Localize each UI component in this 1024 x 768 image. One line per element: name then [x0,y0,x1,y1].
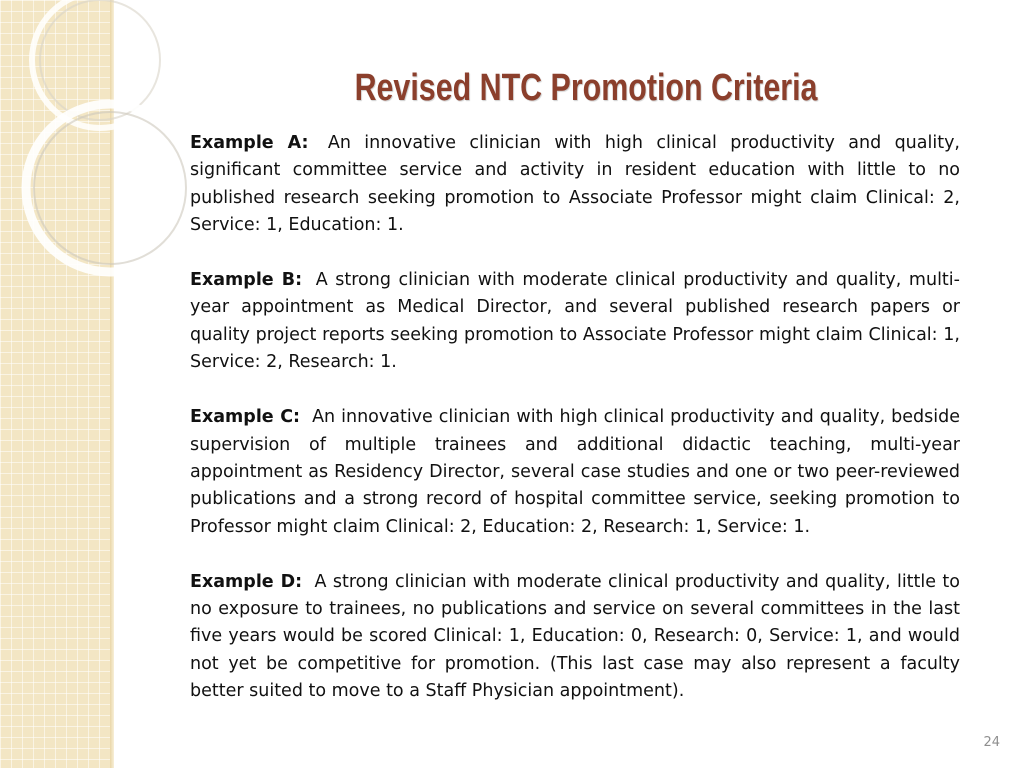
example-d [190,569,960,705]
example-d-label: Example D: [190,571,303,592]
example-b-label: Example B: [190,270,303,291]
decorative-rings [0,0,200,280]
example-d-text: A strong clinician with moderate clinical productivity and quality, little to no exposure to trainees, no publications and service on several committees in the last five years would be scored Clinical: 1, Education: 0, Research: 0, Service: 1, and would not yet be competitive for promotion. (This last case may also represent a faculty better suited to move to a Staff Physician appointment). [190,571,960,702]
example-a-label: Example A: [190,133,309,153]
slide-content [190,130,960,733]
page-number: 24 [983,735,1000,750]
example-b-text: A strong clinician with moderate clinical productivity and quality, multi-year appointment as Medical Director, and several published research papers or quality project reports seeking promotion to Associate Professor might claim Clinical: 1, Service: 2, Research: 1. [190,270,960,373]
example-b [190,267,960,376]
example-c-label: Example C: [190,407,301,428]
example-c [190,404,960,540]
example-a-text: An innovative clinician with high clinical productivity and quality, significant committee service and activity in resident education with little to no published research seeking promotion to Associate Professor might claim Clinical: 2, Service: 1, Education: 1. [190,133,960,235]
slide-title: Revised NTC Promotion Criteria [354,67,818,109]
example-a [190,130,960,239]
example-c-text: An innovative clinician with high clinical productivity and quality, bedside supervision of multiple trainees and additional didactic teaching, multi-year appointment as Residency Director, several case studies and one or two peer-reviewed publications and a strong record of hospital committee service, seeking promotion to Professor might claim Clinical: 2, Education: 2, Research: 1, Service: 1. [190,407,960,537]
